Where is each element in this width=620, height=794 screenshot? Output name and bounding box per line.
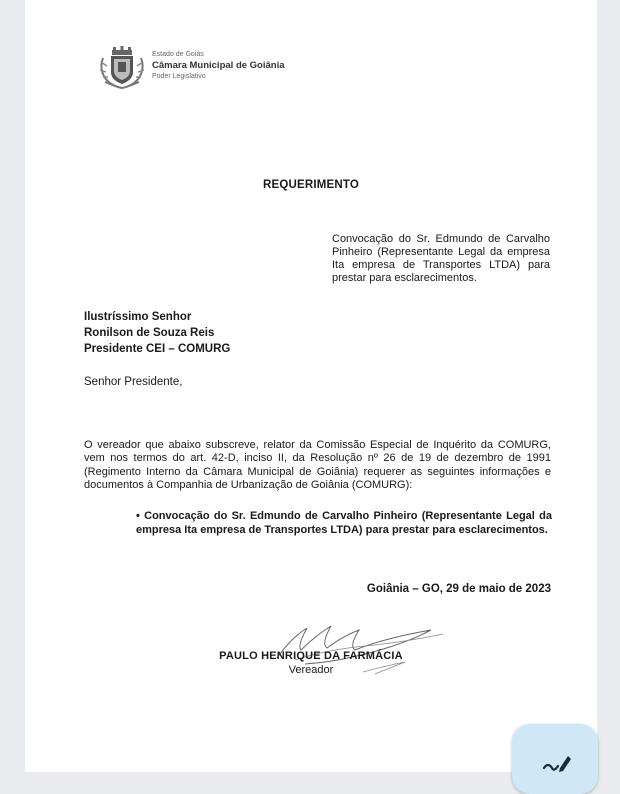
document-page [25, 0, 597, 772]
coat-of-arms-icon [97, 44, 147, 90]
power-name: Poder Legislativo [152, 73, 206, 80]
addressee-block [84, 309, 230, 357]
body-paragraph: O vereador que abaixo subscreve, relator da Comissão Especial de Inquérito da COMURG, vem nos termos do art. 42-D, inciso II, da Resolução nº 26 de 19 de dezembro de 1991 (Regimento Interno da Câmara Municipal de Goiânia) requerer as seguintes informações e documentos à Companhia de Urbanização de Goiânia (COMURG): [84, 439, 551, 492]
addressee-honorific: Ilustríssimo Senhor [84, 311, 192, 323]
document-title: REQUERIMENTO [262, 179, 360, 191]
salutation: Senhor Presidente, [84, 376, 183, 388]
state-name: Estado de Goiás [152, 51, 204, 58]
letterhead [97, 44, 357, 90]
addressee-title: Presidente CEI – COMURG [84, 343, 231, 355]
signatory-name: PAULO HENRIQUE DA FARMÁCIA [219, 650, 403, 662]
addressee-name: Ronilson de Souza Reis [84, 327, 215, 339]
signatory-role: Vereador [288, 664, 334, 676]
request-item: • Convocação do Sr. Edmundo de Carvalho Pinheiro (Representante Legal da empresa Ita empresa de Transportes LTDA) para prestar para esclarecimentos. [136, 510, 552, 536]
edit-button[interactable] [512, 724, 598, 794]
date-line: Goiânia – GO, 29 de maio de 2023 [366, 583, 551, 595]
chamber-name: Câmara Municipal de Goiânia [152, 60, 285, 71]
request-summary: Convocação do Sr. Edmundo de Carvalho Pinheiro (Representante Legal da empresa Ita empresa de Transportes LTDA) para prestar para esclarecimentos. [332, 233, 550, 284]
